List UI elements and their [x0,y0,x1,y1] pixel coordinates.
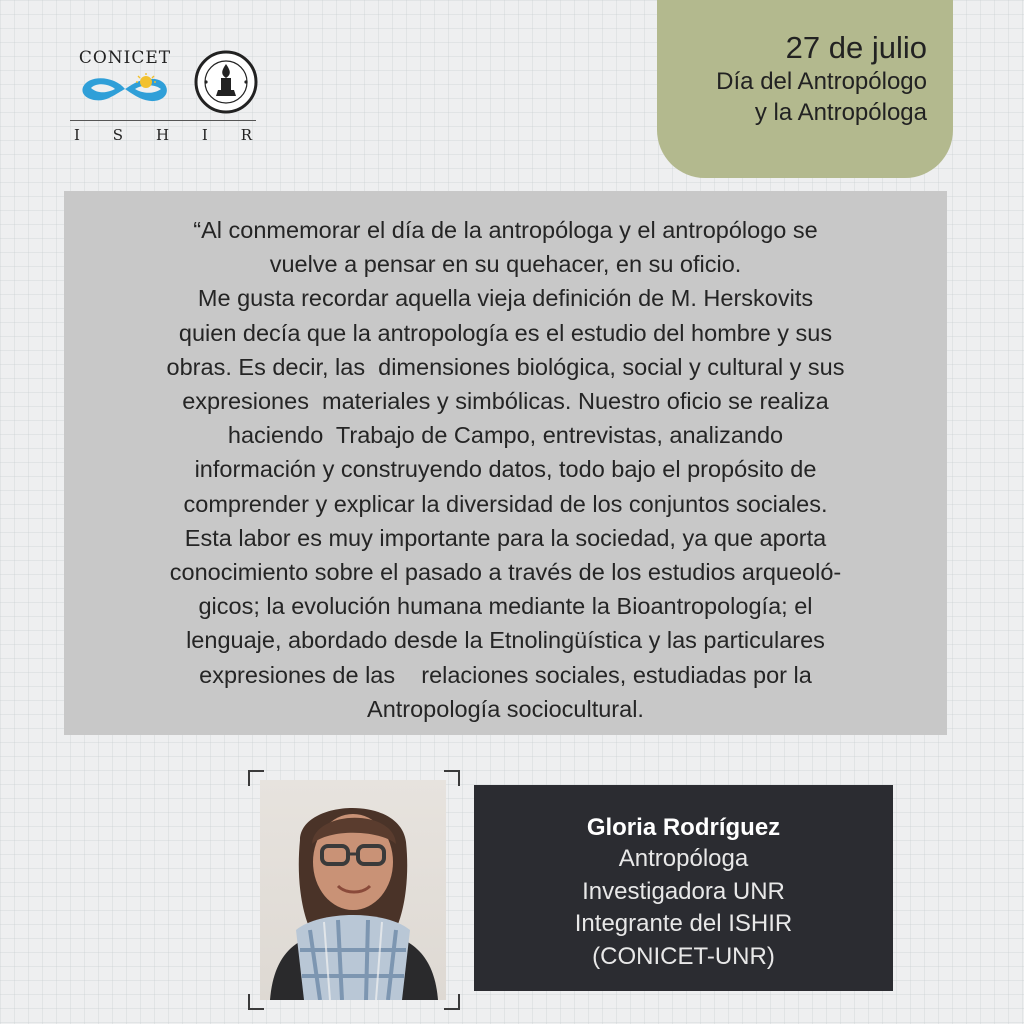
ishir-letter: S [112,126,124,144]
quote-line: gicos; la evolución humana mediante la Bioantropología; el [198,593,813,620]
author-position: Investigadora UNR [582,877,785,905]
ishir-letter: I [201,126,208,144]
quote-line: obras. Es decir, las dimensiones biológica, social y cultural y sus [166,353,845,380]
quote-line: conocimiento sobre el pasado a través de los estudios arqueoló- [169,559,842,586]
quote-line: comprender y explicar la diversidad de los conjuntos sociales. [183,490,828,517]
quote-line: Esta labor es muy importante para la sociedad, ya que aporta [184,524,827,551]
quote-line: expresiones materiales y simbólicas. Nuestro oficio se realiza [182,388,829,415]
date-tab [657,0,953,178]
unr-seal-icon [194,50,258,114]
quote-line: lenguaje, abordado desde la Etnolingüística y las particulares [186,627,825,654]
ishir-letter: H [155,126,170,144]
quote-line: Me gusta recordar aquella vieja definición de M. Herskovits [197,285,814,312]
photo-frame-corner [444,770,460,786]
quote-line: haciendo Trabajo de Campo, entrevistas, analizando [227,422,784,449]
conicet-logo [70,48,180,106]
author-card [474,785,893,991]
author-membership: Integrante del ISHIR [574,910,793,937]
quote-line: “Al conmemorar el día de la antropóloga y el antropólogo se [193,217,818,243]
ishir-letter: I [74,126,80,144]
ishir-wordmark [70,126,256,144]
author-role: Antropóloga [618,845,749,872]
ishir-divider [70,120,256,121]
author-institution: (CONICET-UNR) [592,942,775,970]
quote-line: expresiones de las relaciones sociales, estudiadas por la [199,661,812,688]
quote-box [64,191,947,735]
conicet-infinity-icon [75,72,175,106]
quote-line: información y construyendo datos, todo bajo el propósito de [194,456,817,483]
portrait-illustration [260,780,446,1000]
conicet-wordmark: CONICET [78,48,172,68]
ishir-letter: R [240,126,252,144]
event-title-line-1: Día del Antropólogo [716,68,927,95]
event-title-line-2: y la Antropóloga [754,99,927,126]
quote-line: quien decía que la antropología es el estudio del hombre y sus [178,319,833,346]
event-date: 27 de julio [785,30,927,65]
photo-frame-corner [444,994,460,1010]
quote-line: vuelve a pensar en su quehacer, en su oficio. [269,251,742,278]
portrait-photo [260,780,446,1000]
quote-line: Antropología sociocultural. [367,695,644,722]
author-name: Gloria Rodríguez [586,814,781,841]
